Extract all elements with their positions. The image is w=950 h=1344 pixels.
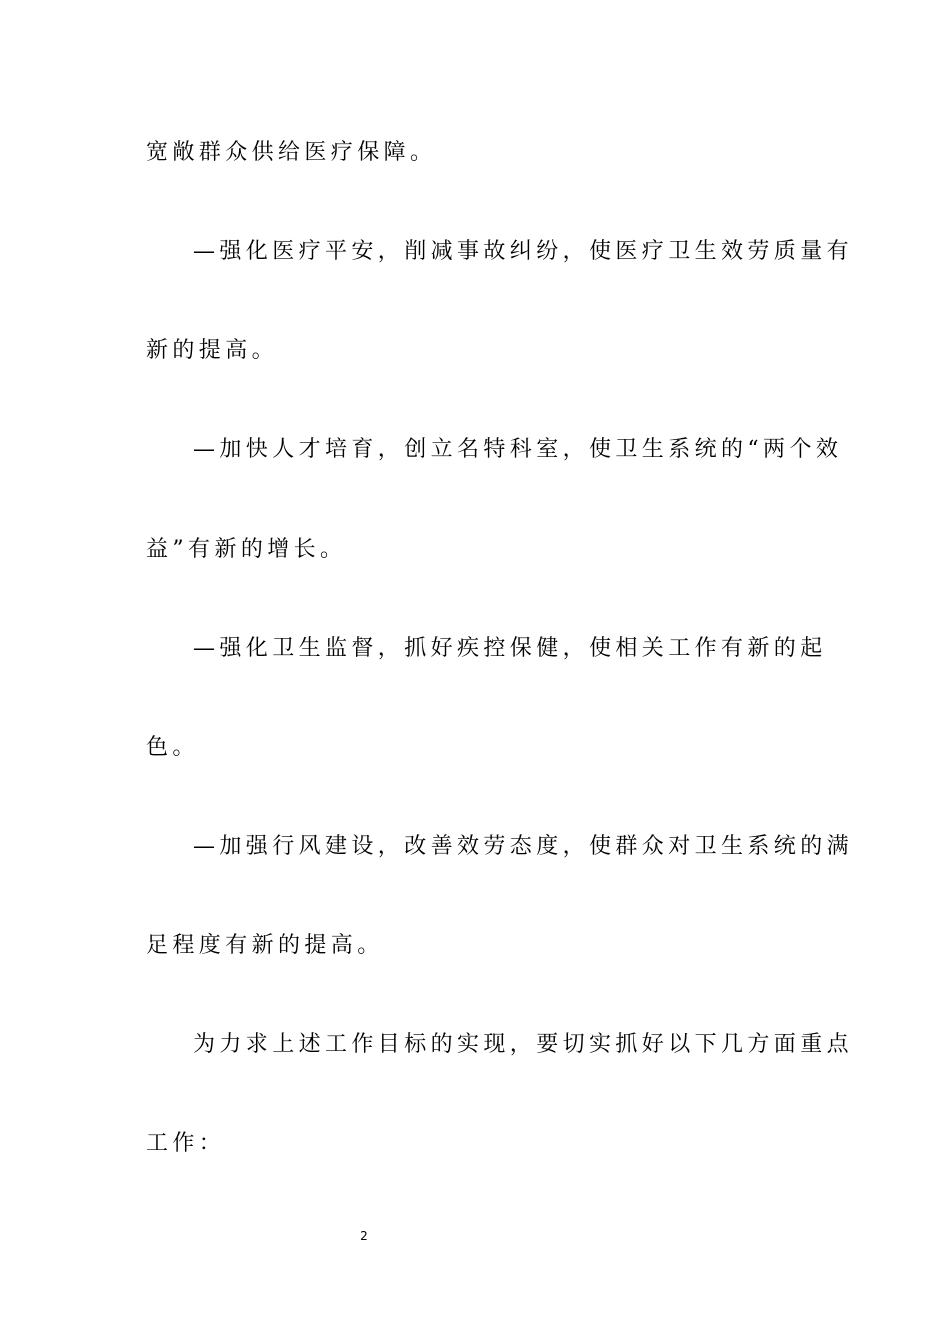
- text-line-2: —强化医疗平安，削减事故纠纷，使医疗卫生效劳质量有: [193, 239, 854, 264]
- text-line-6: —强化卫生监督，抓好疾控保健，使相关工作有新的起: [193, 636, 827, 661]
- text-line-3: 新的提高。: [146, 338, 279, 363]
- text-line-5: 益”有新的增长。: [146, 537, 347, 562]
- text-line-11: 工作：: [146, 1131, 226, 1156]
- text-line-10: 为力求上述工作目标的实现，要切实抓好以下几方面重点: [193, 1032, 854, 1057]
- text-line-4: —加快人才培育，创立名特科室，使卫生系统的“两个效: [193, 437, 843, 462]
- text-line-8: —加强行风建设，改善效劳态度，使群众对卫生系统的满: [193, 834, 854, 859]
- text-line-7: 色。: [146, 735, 199, 760]
- text-line-1: 宽敞群众供给医疗保障。: [146, 140, 437, 165]
- page-number: 2: [360, 1229, 368, 1243]
- text-line-9: 足程度有新的提高。: [146, 933, 384, 958]
